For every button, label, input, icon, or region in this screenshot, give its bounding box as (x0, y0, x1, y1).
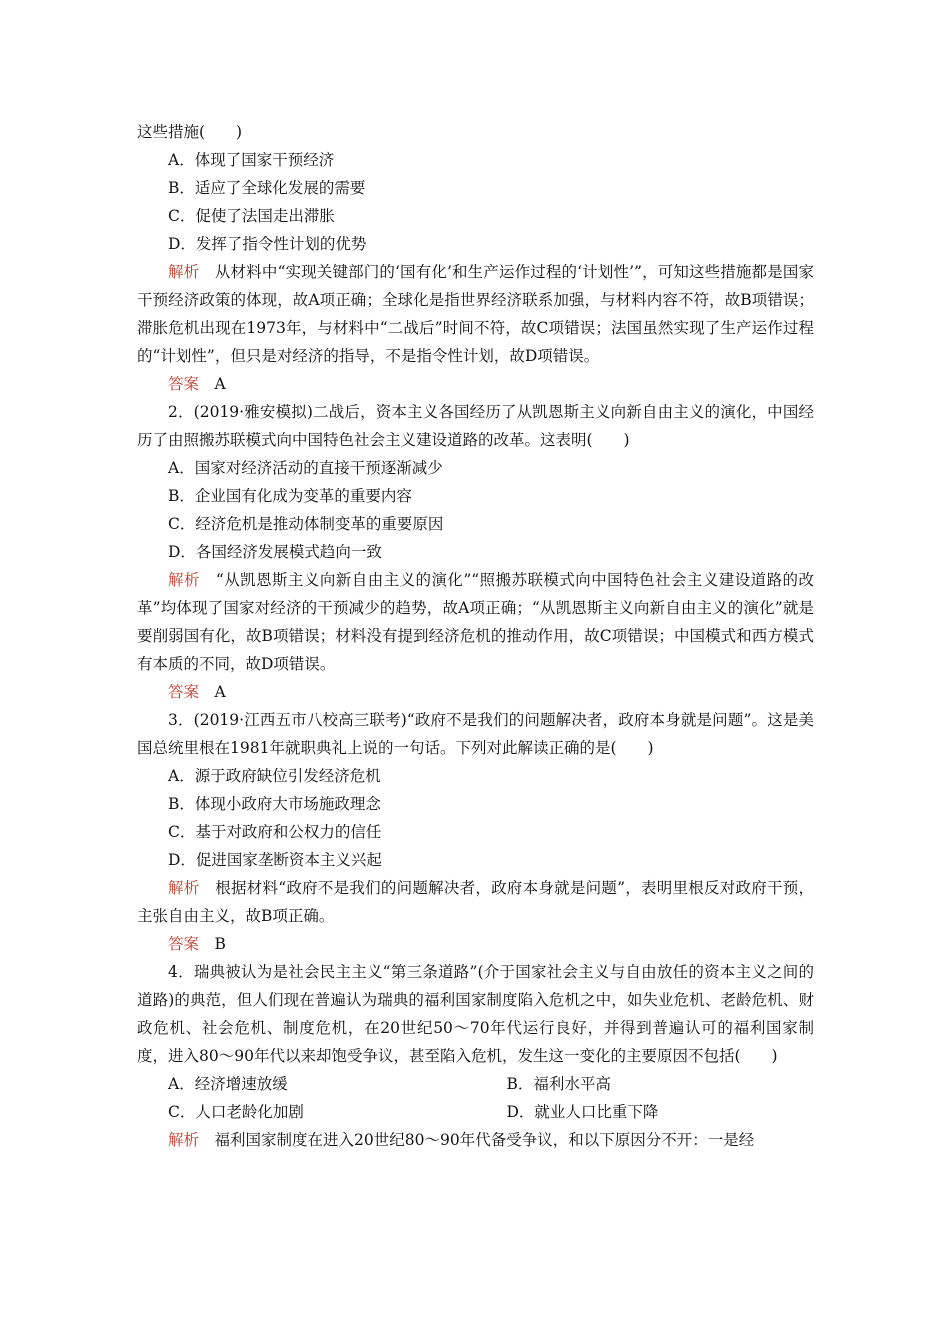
q3-answer-label: 答案 (168, 935, 200, 953)
q3-analysis-label: 解析 (168, 879, 200, 897)
q2-option-d: D．各国经济发展模式趋向一致 (168, 543, 382, 561)
q3-option-b: B．体现小政府大市场施政理念 (168, 795, 381, 813)
q3-answer (137, 930, 814, 958)
q1-analysis (137, 258, 814, 370)
q1-answer-value: A (214, 375, 226, 393)
q2-answer (137, 678, 814, 706)
document-body (137, 118, 814, 1154)
q3-answer-value: B (214, 935, 226, 953)
q1-option-c: C．促使了法国走出滞胀 (168, 207, 335, 225)
q3-option-a: A．源于政府缺位引发经济危机 (168, 767, 381, 785)
q2-answer-label: 答案 (168, 683, 200, 701)
q1-stem-end: 这些措施( ) (137, 123, 243, 141)
q1-option-b: B．适应了全球化发展的需要 (168, 179, 366, 197)
q2-analysis-label: 解析 (168, 571, 200, 589)
q2-answer-value: A (214, 683, 226, 701)
q4-option-d: D．就业人口比重下降 (506, 1103, 659, 1121)
q2-analysis-text: “从凯恩斯主义向新自由主义的演化”“照搬苏联模式向中国特色社会主义建设道路的改革”均体现了国家对经济的干预减少的趋势，故A项正确；“从凯恩斯主义向新自由主义的演化”就是要削弱国有化，故B项错误；材料没有提到经济危机的推动作用，故C项错误；中国模式和西方模式有本质的不同，故D项错误。 (137, 571, 814, 673)
q4-stem: 4．瑞典被认为是社会民主主义“第三条道路”(介于国家社会主义与自由放任的资本主义之间的道路)的典范，但人们现在普遍认为瑞典的福利国家制度陷入危机之中，如失业危机、老龄危机、财政危机、社会危机、制度危机，在20世纪50～70年代运行良好，并得到普遍认可的福利国家制度，进入80～90年代以来却饱受争议，甚至陷入危机，发生这一变化的主要原因不包括( ) (137, 963, 814, 1065)
q2-analysis (137, 566, 814, 678)
q2-option-c: C．经济危机是推动体制变革的重要原因 (168, 515, 444, 533)
q3-option-d: D．促进国家垄断资本主义兴起 (168, 851, 382, 869)
q1-answer-label: 答案 (168, 375, 200, 393)
q2-option-b: B．企业国有化成为变革的重要内容 (168, 487, 412, 505)
q2-stem: 2．(2019·雅安模拟)二战后，资本主义各国经历了从凯恩斯主义向新自由主义的演化，中国经历了由照搬苏联模式向中国特色社会主义建设道路的改革。这表明( ) (137, 403, 814, 449)
q1-analysis-text: 从材料中“实现关键部门的‘国有化’和生产运作过程的‘计划性’”，可知这些措施都是国家干预经济政策的体现，故A项正确；全球化是指世界经济联系加强，与材料内容不符，故B项错误；滞胀危机出现在1973年，与材料中“二战后”时间不符，故C项错误；法国虽然实现了生产运作过程的“计划性”，但只是对经济的指导，不是指令性计划，故D项错误。 (137, 263, 814, 365)
q4-analysis (137, 1126, 814, 1154)
q3-analysis (137, 874, 814, 930)
q4-options-row-2 (137, 1098, 814, 1126)
q3-option-c: C．基于对政府和公权力的信任 (168, 823, 382, 841)
q1-option-d: D．发挥了指令性计划的优势 (168, 235, 367, 253)
q1-analysis-label: 解析 (168, 263, 200, 281)
q4-option-c: C．人口老龄化加剧 (168, 1103, 304, 1121)
q1-option-a: A．体现了国家干预经济 (168, 151, 335, 169)
q1-answer (137, 370, 814, 398)
q3-analysis-text: 根据材料“政府不是我们的问题解决者，政府本身就是问题”，表明里根反对政府干预，主张自由主义，故B项正确。 (137, 879, 814, 925)
q2-option-a: A．国家对经济活动的直接干预逐渐减少 (168, 459, 443, 477)
q4-option-b: B．福利水平高 (506, 1075, 611, 1093)
q4-option-a: A．经济增速放缓 (168, 1075, 288, 1093)
q4-options-row-1 (137, 1070, 814, 1098)
q4-analysis-text: 福利国家制度在进入20世纪80～90年代备受争议，和以下原因分不开：一是经 (214, 1131, 755, 1149)
q4-analysis-label: 解析 (168, 1131, 200, 1149)
q3-stem: 3．(2019·江西五市八校高三联考)“政府不是我们的问题解决者，政府本身就是问题”。这是美国总统里根在1981年就职典礼上说的一句话。下列对此解读正确的是( ) (137, 711, 814, 757)
